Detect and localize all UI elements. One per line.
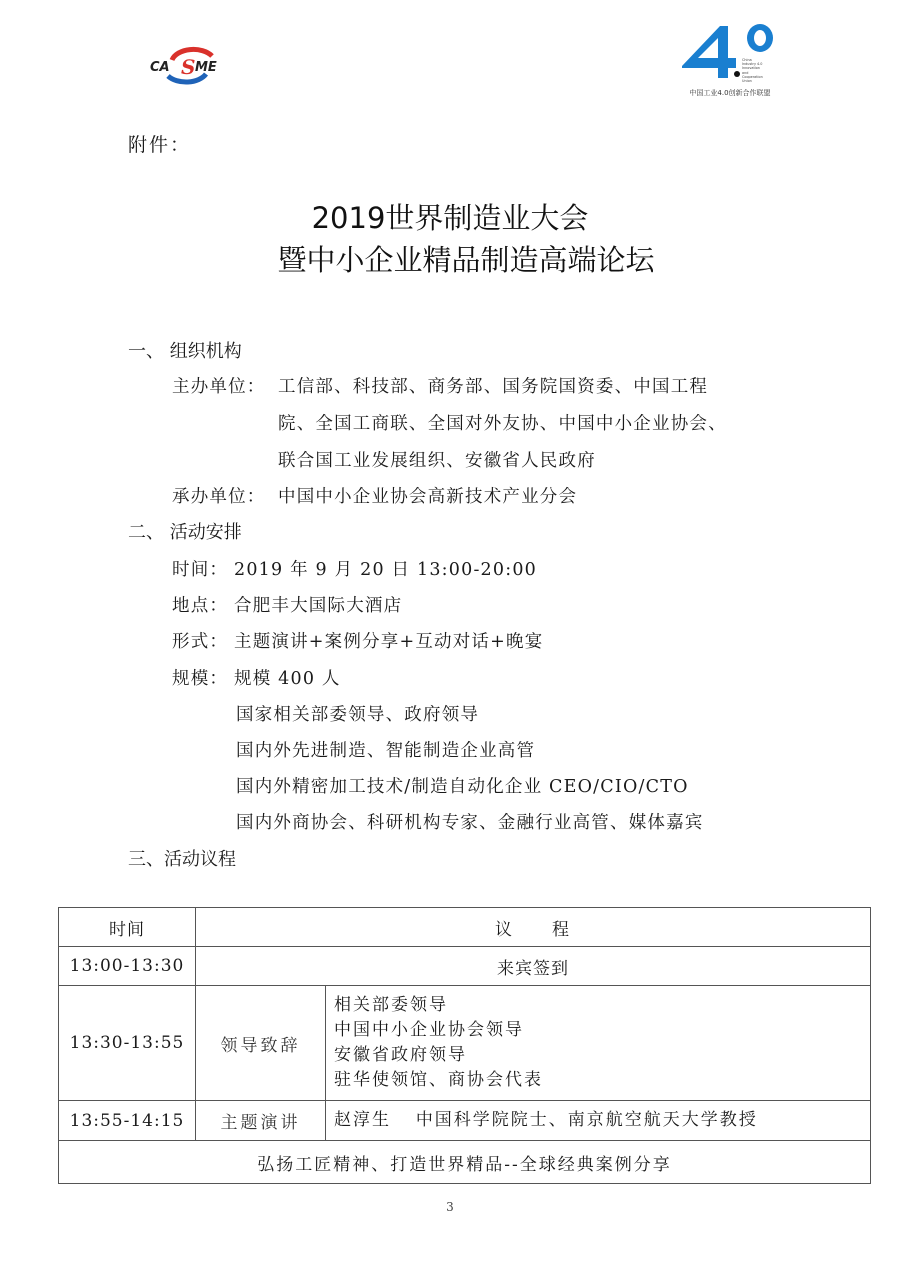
attendee-line: 国内外商协会、科研机构专家、金融行业高管、媒体嘉宾 (236, 813, 704, 833)
header-time: 时间 (59, 908, 196, 947)
logo-en-line: China (742, 58, 752, 62)
row-type: 主题演讲 (196, 1101, 326, 1141)
place-label: 地点： (172, 596, 229, 616)
attendee-line: 国内外先进制造、智能制造企业高管 (236, 741, 536, 761)
logo-en-line: Innovation (742, 66, 760, 71)
industry-40-logo (680, 22, 780, 102)
speaker-line: 相关部委领导 (334, 995, 448, 1015)
row-content (326, 1101, 871, 1141)
casme-logo (148, 44, 230, 88)
row-type: 领导致辞 (196, 986, 326, 1101)
scale-label: 规模： (172, 669, 229, 689)
attachment-label: 附件： (128, 134, 192, 156)
format-label: 形式： (172, 632, 229, 652)
industry-40-en-text (742, 58, 772, 83)
header-agenda: 议 程 (196, 908, 871, 947)
speaker-line: 驻华使领馆、商协会代表 (334, 1070, 543, 1090)
table-row (59, 1101, 871, 1141)
svg-text:ME: ME (195, 60, 217, 75)
host-label: 主办单位： (172, 377, 266, 397)
row-content: 来宾签到 (196, 947, 871, 986)
table-row (59, 947, 871, 986)
table-header-row (59, 908, 871, 947)
logo-en-line: and (742, 70, 749, 75)
organizer-value: 中国中小企业协会高新技术产业分会 (278, 487, 578, 507)
logo-en-line: Industry 4.0 (742, 62, 763, 67)
host-line: 院、全国工商联、全国对外友协、中国中小企业协会、 (278, 414, 727, 434)
svg-text:S: S (181, 55, 196, 79)
casme-logo-graphic (148, 44, 230, 88)
page-title-line1: 2019世界制造业大会 (311, 201, 589, 235)
logo-en-line: Cooperation Union (742, 74, 763, 84)
row-content: 弘扬工匠精神、打造世界精品--全球经典案例分享 (59, 1141, 871, 1184)
svg-text:CA: CA (150, 60, 170, 75)
table-row (59, 986, 871, 1101)
organizer-label: 承办单位： (172, 487, 266, 507)
speaker-line: 中国中小企业协会领导 (334, 1020, 524, 1040)
attendee-line: 国内外精密加工技术/制造自动化企业 CEO/CIO/CTO (236, 777, 689, 797)
host-line: 联合国工业发展组织、安徽省人民政府 (278, 451, 596, 471)
speaker-name: 赵淳生 (334, 1110, 391, 1130)
format-value: 主题演讲+案例分享+互动对话+晚宴 (234, 632, 544, 652)
row-time: 13:00-13:30 (59, 947, 196, 986)
speaker-title: 中国科学院院士、南京航空航天大学教授 (415, 1110, 758, 1130)
scale-value: 规模 400 人 (234, 669, 341, 689)
time-label: 时间： (172, 560, 229, 580)
row-content (326, 986, 871, 1101)
page-number: 3 (446, 1200, 454, 1214)
row-time: 13:55-14:15 (59, 1101, 196, 1141)
section-heading-agenda: 三、活动议程 (128, 849, 236, 870)
section-heading-organization: 一、 组织机构 (128, 341, 242, 362)
section-heading-arrangement: 二、 活动安排 (128, 522, 242, 543)
page-title-line2: 暨中小企业精品制造高端论坛 (277, 243, 655, 277)
place-value: 合肥丰大国际大酒店 (234, 596, 403, 616)
industry-40-caption: 中国工业4.0创新合作联盟 (689, 89, 771, 97)
time-value: 2019 年 9 月 20 日 13:00-20:00 (234, 560, 537, 580)
attendee-line: 国家相关部委领导、政府领导 (236, 705, 480, 725)
table-row (59, 1141, 871, 1184)
row-time: 13:30-13:55 (59, 986, 196, 1101)
host-line: 工信部、科技部、商务部、国务院国资委、中国工程 (278, 377, 709, 397)
speaker-line: 安徽省政府领导 (334, 1045, 467, 1065)
agenda-table (58, 907, 871, 1184)
